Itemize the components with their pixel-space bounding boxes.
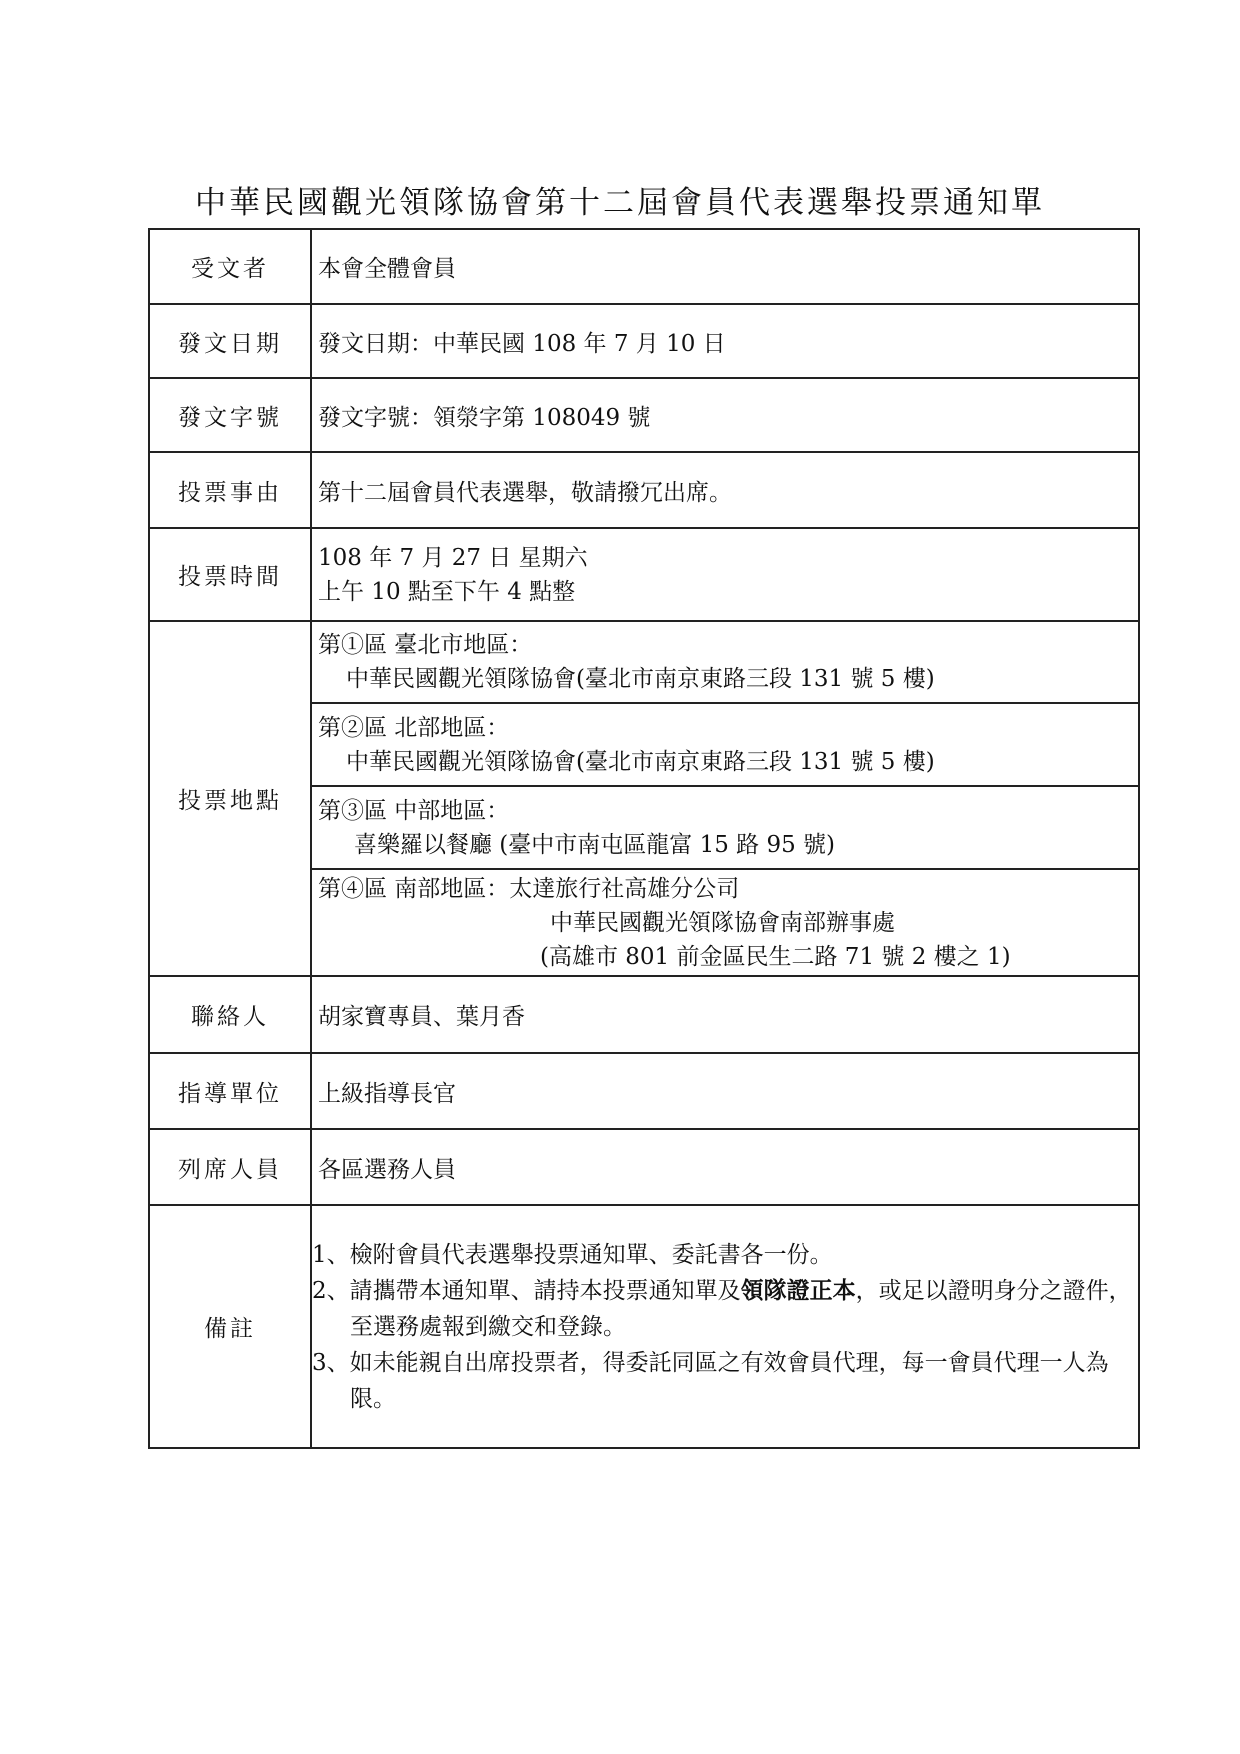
label-date: 發文日期 xyxy=(149,304,311,378)
remark-item-2-pre: 2、請攜帶本通知單、請持本投票通知單及 xyxy=(312,1277,741,1304)
zone-4-title: 第④區 南部地區：太達旅行社高雄分公司 xyxy=(318,875,740,902)
value-date: 發文日期：中華民國 108 年 7 月 10 日 xyxy=(311,304,1139,378)
zone-2-title: 第②區 北部地區： xyxy=(318,714,510,741)
value-supervisor: 上級指導長官 xyxy=(311,1053,1139,1129)
time-line-2: 上午 10 點至下午 4 點整 xyxy=(318,578,576,605)
label-supervisor: 指導單位 xyxy=(149,1053,311,1129)
remark-item-2-post: ，或足以證明身分之證件，至選務處報到繳交和登錄。 xyxy=(350,1277,1132,1340)
label-time: 投票時間 xyxy=(149,528,311,621)
value-attendees: 各區選務人員 xyxy=(311,1129,1139,1205)
remark-item-1: 1、檢附會員代表選舉投票通知單、委託書各一份。 xyxy=(312,1241,833,1268)
remark-item-3: 3、如未能親自出席投票者，得委託同區之有效會員代理，每一會員代理一人為限。 xyxy=(312,1349,1109,1412)
notice-table xyxy=(148,228,1140,1449)
row-date xyxy=(149,304,1139,378)
value-recipient: 本會全體會員 xyxy=(311,229,1139,304)
label-recipient: 受文者 xyxy=(149,229,311,304)
value-reason: 第十二屆會員代表選舉，敬請撥冗出席。 xyxy=(311,452,1139,528)
row-contact xyxy=(149,976,1139,1053)
time-line-1: 108 年 7 月 27 日 星期六 xyxy=(318,544,588,571)
zone-2-address: 中華民國觀光領隊協會(臺北市南京東路三段 131 號 5 樓) xyxy=(346,748,935,775)
label-doc-no: 發文字號 xyxy=(149,378,311,452)
label-attendees: 列席人員 xyxy=(149,1129,311,1205)
row-doc-no xyxy=(149,378,1139,452)
location-zone-4 xyxy=(311,869,1139,976)
row-time xyxy=(149,528,1139,621)
remark-item-2-bold: 領隊證正本 xyxy=(740,1276,856,1304)
row-remarks xyxy=(149,1205,1139,1448)
location-zone-3 xyxy=(311,786,1139,869)
location-zone-1 xyxy=(311,621,1139,703)
label-remarks: 備註 xyxy=(149,1205,311,1448)
label-contact: 聯絡人 xyxy=(149,976,311,1053)
row-supervisor xyxy=(149,1053,1139,1129)
value-remarks xyxy=(311,1205,1139,1448)
zone-3-address: 喜樂羅以餐廳 (臺中市南屯區龍富 15 路 95 號) xyxy=(354,831,836,858)
zone-1-title: 第①區 臺北市地區： xyxy=(318,632,533,658)
value-doc-no: 發文字號：領滎字第 108049 號 xyxy=(311,378,1139,452)
value-contact: 胡家寶專員、葉月香 xyxy=(311,976,1139,1053)
label-reason: 投票事由 xyxy=(149,452,311,528)
location-zone-2 xyxy=(311,703,1139,786)
zone-3-title: 第③區 中部地區： xyxy=(318,797,510,824)
row-location-zone-1 xyxy=(149,621,1139,703)
remark-item-2 xyxy=(312,1273,1138,1345)
zone-1-address: 中華民國觀光領隊協會(臺北市南京東路三段 131 號 5 樓) xyxy=(346,666,935,692)
row-recipient xyxy=(149,229,1139,304)
page-title: 中華民國觀光領隊協會第十二屆會員代表選舉投票通知單 xyxy=(195,185,1045,221)
zone-4-office: 中華民國觀光領隊協會南部辦事處 xyxy=(550,909,895,936)
row-reason xyxy=(149,452,1139,528)
value-time xyxy=(311,528,1139,621)
label-location: 投票地點 xyxy=(149,621,311,976)
row-attendees xyxy=(149,1129,1139,1205)
zone-4-address: (高雄市 801 前金區民生二路 71 號 2 樓之 1) xyxy=(540,943,1011,970)
